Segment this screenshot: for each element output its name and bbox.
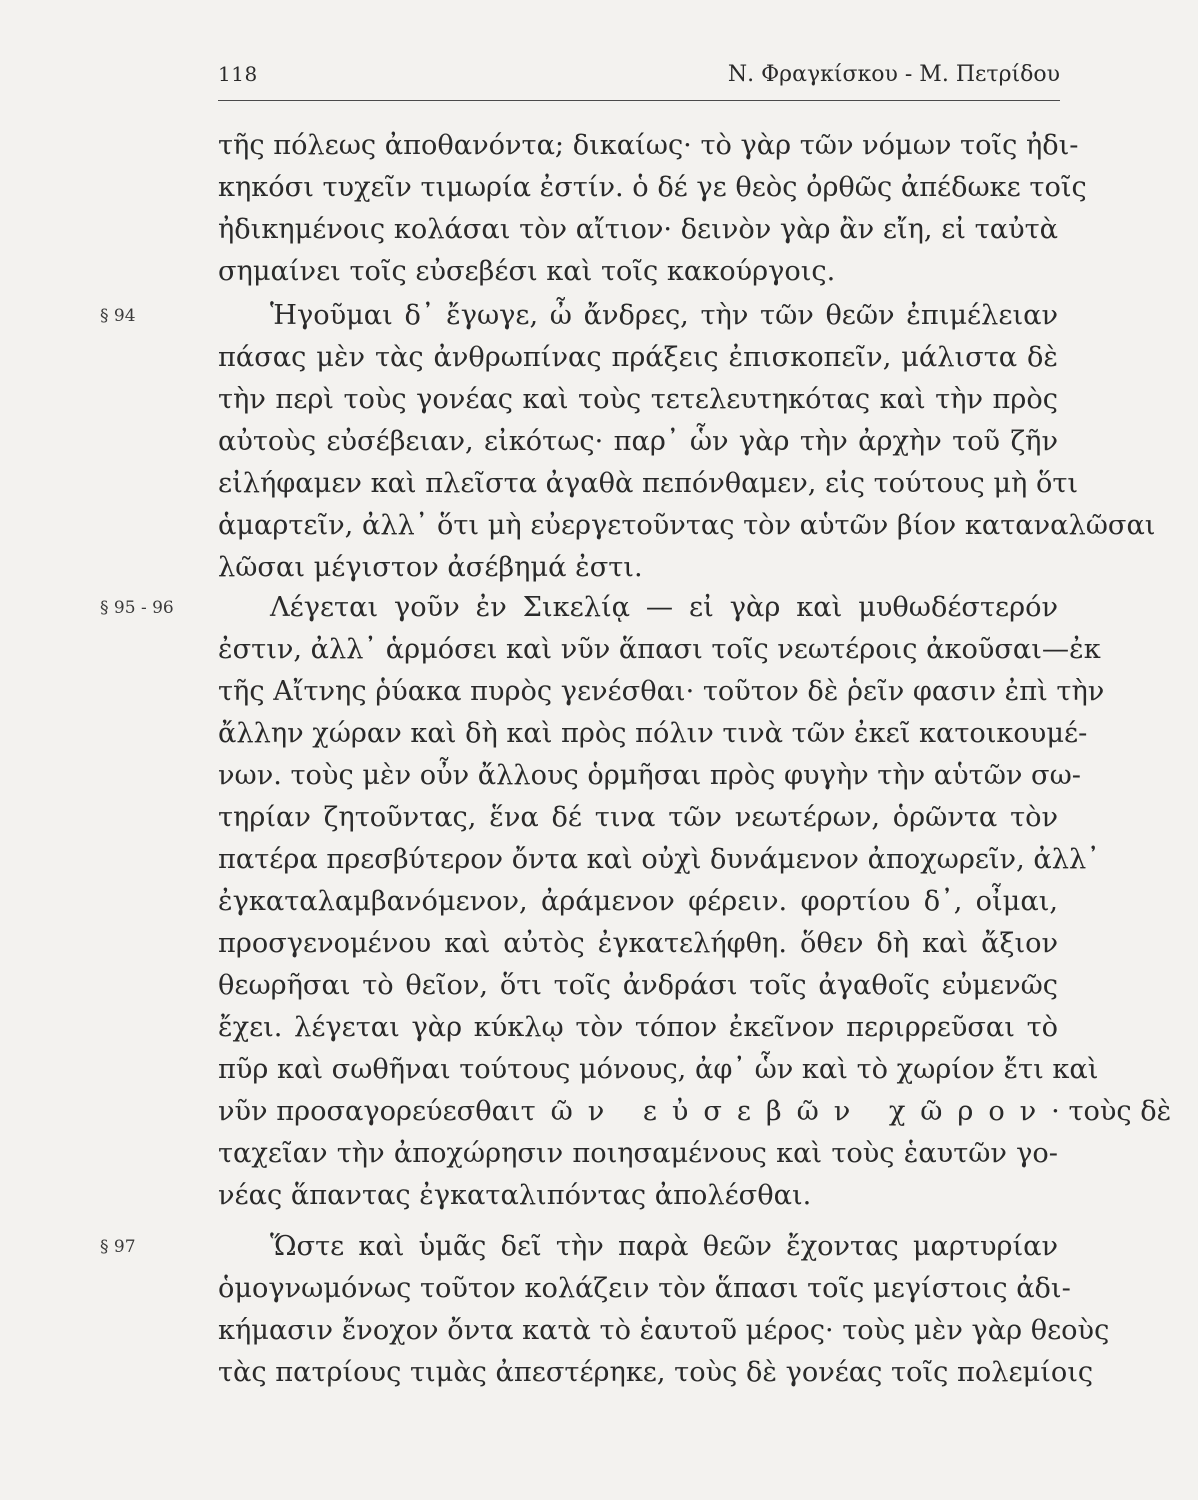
text-line: λῶσαι μέγιστον ἀσέβημά ἐστι. <box>218 552 643 583</box>
text-line: κήμασιν ἔνοχον ὄντα κατὰ τὸ ἑαυτοῦ μέρος· τοὺς μὲν γὰρ θεοὺς <box>218 1315 1110 1346</box>
text-line: πάσας μὲν τὰς ἀνθρωπίνας πράξεις ἐπισκοπεῖν, μάλιστα δὲ <box>218 342 1058 373</box>
text-line: θεωρῆσαι τὸ θεῖον, ὅτι τοῖς ἀνδράσι τοῖς ἀγαθοῖς εὐμενῶς <box>218 970 1058 1001</box>
margin-note-section-94: § 94 <box>100 306 136 326</box>
spaced-phrase: τῶν εὐσεβῶν χῶρον <box>520 1096 1052 1127</box>
text-line: ἄλλην χώραν καὶ δὴ καὶ πρὸς πόλιν τινὰ τῶν ἐκεῖ κατοικουμέ- <box>218 718 1088 749</box>
text-line: πατέρα πρεσβύτερον ὄντα καὶ οὐχὶ δυνάμενον ἀποχωρεῖν, ἀλλ᾽ <box>218 844 1100 875</box>
paragraph-start-line: Λέγεται γοῦν ἐν Σικελίᾳ — εἰ γὰρ καὶ μυθωδέστερόν <box>270 592 1058 623</box>
text-line: ἐστιν, ἀλλ᾽ ἁρμόσει καὶ νῦν ἅπασι τοῖς νεωτέροις ἀκοῦσαι—ἐκ <box>218 634 1101 665</box>
text-line: νων. τοὺς μὲν οὖν ἄλλους ὁρμῆσαι πρὸς φυγὴν τὴν αὑτῶν σω- <box>218 760 1081 791</box>
margin-note-section-95-96: § 95 - 96 <box>100 598 174 618</box>
text-line: τὴν περὶ τοὺς γονέας καὶ τοὺς τετελευτηκότας καὶ τὴν πρὸς <box>218 384 1058 415</box>
margin-note-section-97: § 97 <box>100 1237 136 1257</box>
running-head: Ν. Φραγκίσκου - Μ. Πετρίδου <box>727 62 1060 87</box>
text-line-with-spaced-phrase <box>218 1093 1172 1131</box>
text-line: ἁμαρτεῖν, ἀλλ᾽ ὅτι μὴ εὐεργετοῦντας τὸν αὑτῶν βίον καταναλῶσαι <box>218 510 1156 541</box>
text-line: προσγενομένου καὶ αὐτὸς ἐγκατελήφθη. ὅθεν δὴ καὶ ἄξιον <box>218 928 1058 959</box>
text-line: νέας ἅπαντας ἐγκαταλιπόντας ἀπολέσθαι. <box>218 1180 812 1211</box>
text-line: ἠδικημένοις κολάσαι τὸν αἴτιον· δεινὸν γὰρ ἂν εἴη, εἰ ταὐτὰ <box>218 214 1058 245</box>
text-segment: · τοὺς δὲ <box>1051 1096 1172 1127</box>
text-line: ταχεῖαν τὴν ἀποχώρησιν ποιησαμένους καὶ τοὺς ἑαυτῶν γο- <box>218 1138 1058 1169</box>
text-line: πῦρ καὶ σωθῆναι τούτους μόνους, ἀφ᾽ ὧν καὶ τὸ χωρίον ἔτι καὶ <box>218 1054 1099 1085</box>
text-line: ἔχει. λέγεται γὰρ κύκλῳ τὸν τόπον ἐκεῖνον περιρρεῦσαι τὸ <box>218 1012 1058 1043</box>
text-line: αὐτοὺς εὐσέβειαν, εἰκότως· παρ᾽ ὧν γὰρ τὴν ἀρχὴν τοῦ ζῆν <box>218 426 1058 457</box>
paragraph-start-line: Ἡγοῦμαι δ᾽ ἔγωγε, ὦ ἄνδρες, τὴν τῶν θεῶν ἐπιμέλειαν <box>270 300 1058 331</box>
text-line: τηρίαν ζητοῦντας, ἕνα δέ τινα τῶν νεωτέρων, ὁρῶντα τὸν <box>218 802 1058 833</box>
text-segment: νῦν προσαγορεύεσθαι <box>218 1096 521 1127</box>
text-line: τῆς πόλεως ἀποθανόντα; δικαίως· τὸ γὰρ τῶν νόμων τοῖς ἠδι- <box>218 130 1079 161</box>
paragraph-start-line: Ὥστε καὶ ὑμᾶς δεῖ τὴν παρὰ θεῶν ἔχοντας μαρτυρίαν <box>270 1231 1058 1262</box>
page-header <box>218 60 1060 101</box>
text-line: ὁμογνωμόνως τοῦτον κολάζειν τὸν ἅπασι τοῖς μεγίστοις ἀδι- <box>218 1273 1071 1304</box>
text-line: εἰλήφαμεν καὶ πλεῖστα ἀγαθὰ πεπόνθαμεν, εἰς τούτους μὴ ὅτι <box>218 468 1079 499</box>
page-number: 118 <box>218 62 258 86</box>
text-line: ἐγκαταλαμβανόμενον, ἀράμενον φέρειν. φορτίου δ᾽, οἶμαι, <box>218 886 1058 917</box>
text-line: τὰς πατρίους τιμὰς ἀπεστέρηκε, τοὺς δὲ γονέας τοῖς πολεμίοις <box>218 1357 1094 1388</box>
text-line: κηκόσι τυχεῖν τιμωρία ἐστίν. ὁ δέ γε θεὸς ὀρθῶς ἀπέδωκε τοῖς <box>218 172 1087 203</box>
text-line: σημαίνει τοῖς εὐσεβέσι καὶ τοῖς κακούργοις. <box>218 256 836 287</box>
text-line: τῆς Αἴτνης ῥύακα πυρὸς γενέσθαι· τοῦτον δὲ ῥεῖν φασιν ἐπὶ τὴν <box>218 676 1105 707</box>
